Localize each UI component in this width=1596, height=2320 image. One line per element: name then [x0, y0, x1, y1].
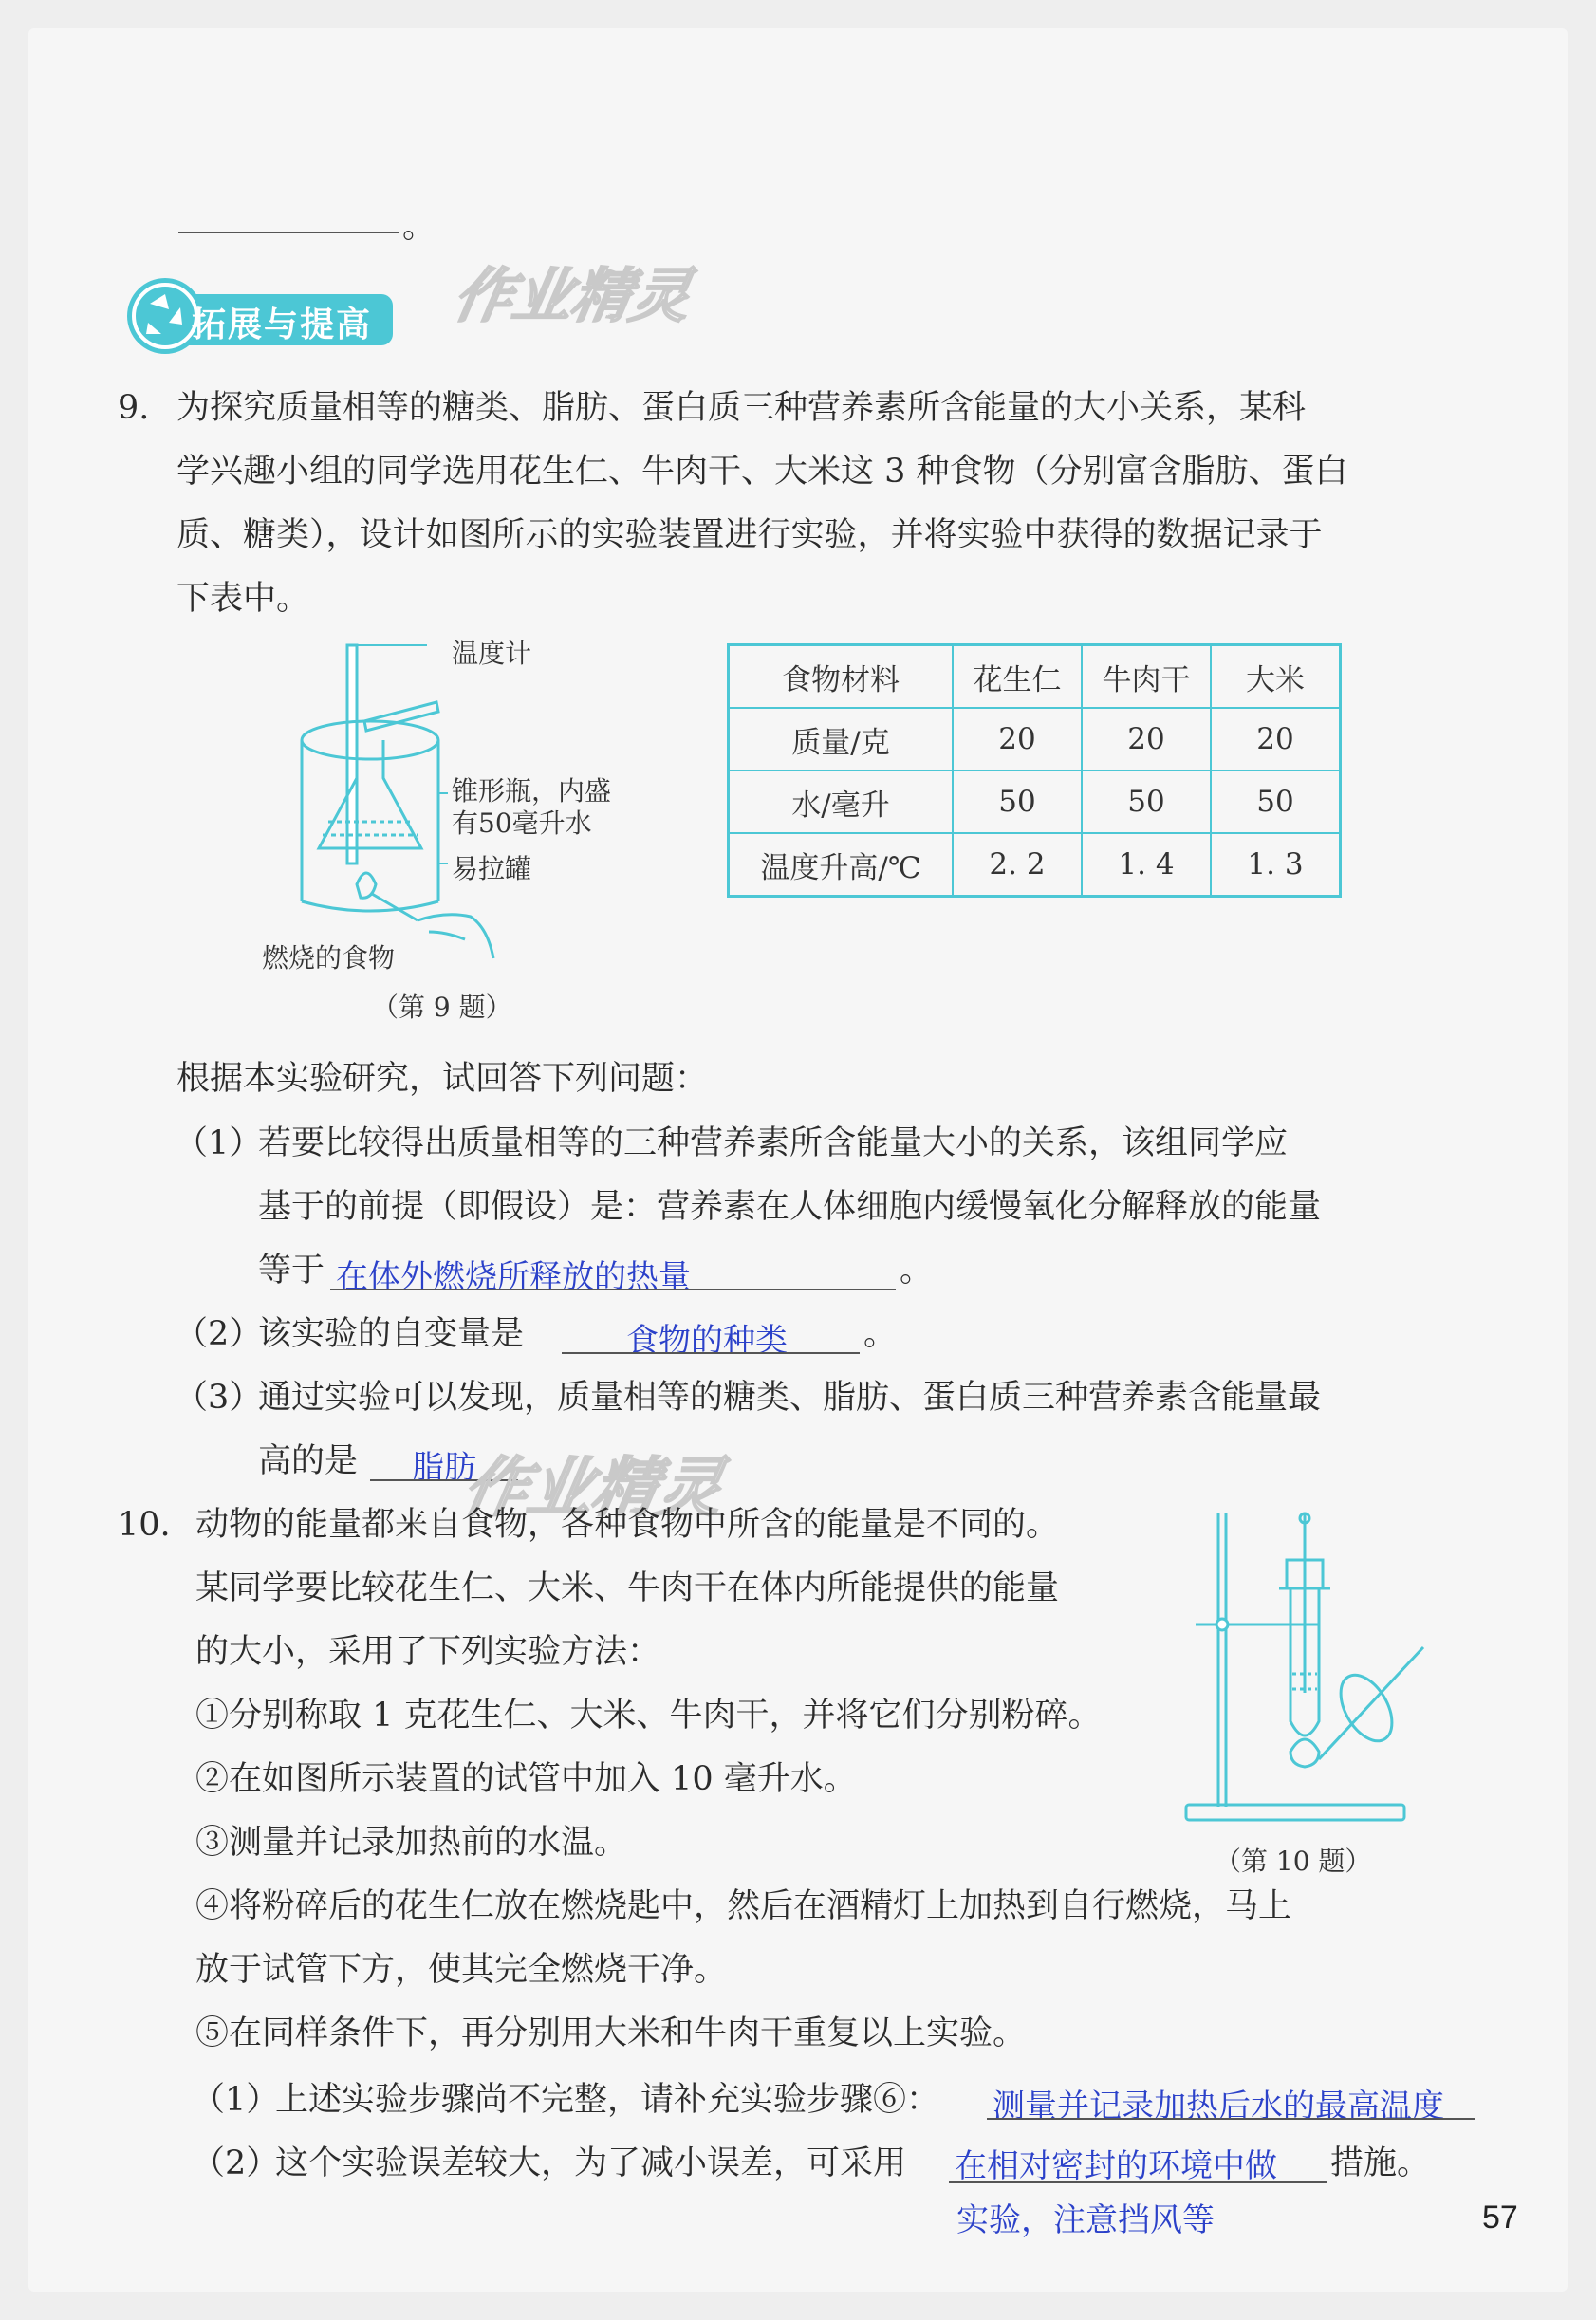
q10-apparatus-figure [1177, 1503, 1442, 1835]
q10-stem-line-1: 动物的能量都来自食物，各种食物中所含的能量是不同的。 [195, 1506, 1060, 1544]
section-header [123, 275, 408, 357]
q10-stem-line-3: 的大小，采用了下列实验方法： [195, 1633, 661, 1671]
q10-sub1-prefix: 上述实验步骤尚不完整，请补充实验步骤⑥： [275, 2081, 940, 2119]
q9-number: 9. [118, 389, 150, 427]
q10-sub1-answer: 测量并记录加热后水的最高温度 [993, 2088, 1444, 2125]
table-cell: 50 [1082, 770, 1211, 833]
q9-sub1-answer: 在体外燃烧所释放的热量 [336, 1258, 691, 1296]
q9-stem-line-4: 下表中。 [176, 580, 310, 618]
q10-number: 10. [118, 1506, 171, 1544]
q9-sub1-label: （1） [175, 1124, 263, 1162]
q10-sub2-label: （2） [192, 2144, 280, 2182]
table-header-cell: 大米 [1211, 645, 1341, 709]
q9-label-flask-1: 锥形瓶，内盛 [452, 775, 612, 807]
q9-sub2-prefix: 该实验的自变量是 [258, 1315, 525, 1353]
table-cell: 2. 2 [953, 833, 1082, 897]
q9-figure-caption: （第 9 题） [372, 992, 512, 1023]
table-header-cell: 牛肉干 [1082, 645, 1211, 709]
q9-data-table [727, 643, 1342, 898]
table-row [729, 833, 1341, 897]
table-cell: 20 [953, 708, 1082, 770]
table-cell: 50 [1211, 770, 1341, 833]
top-blank [178, 232, 399, 233]
q10-sub2-suffix: 措施。 [1330, 2144, 1431, 2182]
q9-sub2-label: （2） [175, 1315, 263, 1353]
table-cell: 1. 4 [1082, 833, 1211, 897]
q9-lead: 根据本实验研究，试回答下列问题： [176, 1060, 709, 1098]
q9-sub3-answer: 脂肪 [412, 1449, 476, 1487]
q10-sub1-label: （1） [192, 2081, 280, 2119]
top-blank-period: 。 [402, 208, 436, 246]
q9-label-flask-2: 有50毫升水 [452, 807, 592, 839]
q9-sub2-answer: 食物的种类 [626, 1322, 788, 1360]
table-row [729, 708, 1341, 770]
q9-label-can: 易拉罐 [452, 853, 532, 884]
q9-sub1-suffix: 。 [900, 1252, 934, 1290]
table-cell: 温度升高/℃ [729, 833, 954, 897]
watermark-2: 作业精灵 [456, 1451, 729, 1526]
page-number: 57 [1482, 2199, 1518, 2236]
table-cell: 50 [953, 770, 1082, 833]
table-header-cell: 花生仁 [953, 645, 1082, 709]
q9-sub2-blank [562, 1352, 860, 1354]
q10-sub2-blank [949, 2181, 1327, 2183]
q9-stem-line-1: 为探究质量相等的糖类、脂肪、蛋白质三种营养素所含能量的大小关系，某科 [176, 389, 1307, 427]
q10-step-3: ③测量并记录加热前的水温。 [195, 1824, 628, 1862]
q10-figure-caption: （第 10 题） [1215, 1846, 1372, 1877]
q9-sub1-line-2: 基于的前提（即假设）是：营养素在人体细胞内缓慢氧化分解释放的能量 [258, 1188, 1322, 1226]
q9-sub3-prefix: 高的是 [258, 1442, 359, 1480]
table-cell: 质量/克 [729, 708, 954, 770]
q9-sub3-label: （3） [175, 1379, 263, 1417]
table-cell: 水/毫升 [729, 770, 954, 833]
table-row [729, 645, 1341, 709]
q10-sub2-answer-line-2: 实验，注意挡风等 [956, 2201, 1215, 2239]
q10-sub2-prefix: 这个实验误差较大，为了减小误差，可采用 [275, 2144, 907, 2182]
table-cell: 20 [1211, 708, 1341, 770]
q9-sub3-line-1: 通过实验可以发现，质量相等的糖类、脂肪、蛋白质三种营养素含能量最 [258, 1379, 1322, 1417]
q10-step-4a: ④将粉碎后的花生仁放在燃烧匙中，然后在酒精灯上加热到自行燃烧，马上 [195, 1887, 1292, 1925]
q9-sub1-blank [330, 1289, 896, 1290]
watermark: 作业精灵 [448, 261, 696, 330]
q9-label-thermometer: 温度计 [452, 638, 532, 669]
q10-step-2: ②在如图所示装置的试管中加入 10 毫升水。 [195, 1760, 857, 1798]
q9-label-food: 燃烧的食物 [262, 942, 396, 974]
table-row [729, 770, 1341, 833]
q9-sub1-prefix: 等于 [258, 1252, 325, 1290]
q10-sub2-answer-line-1: 在相对密封的环境中做 [955, 2147, 1277, 2185]
q9-stem-line-2: 学兴趣小组的同学选用花生仁、牛肉干、大米这 3 种食物（分别富含脂肪、蛋白 [176, 453, 1348, 491]
table-cell: 20 [1082, 708, 1211, 770]
q10-step-1: ①分别称取 1 克花生仁、大米、牛肉干，并将它们分别粉碎。 [195, 1697, 1102, 1735]
q10-step-4b: 放于试管下方，使其完全燃烧干净。 [195, 1951, 728, 1989]
table-header-cell: 食物材料 [729, 645, 954, 709]
section-title: 拓展与提高 [192, 306, 373, 344]
table-cell: 1. 3 [1211, 833, 1341, 897]
q10-stem-line-2: 某同学要比较花生仁、大米、牛肉干在体内所能提供的能量 [195, 1569, 1060, 1607]
q9-sub2-suffix: 。 [863, 1315, 898, 1353]
q9-stem-line-3: 质、糖类），设计如图所示的实验装置进行实验，并将实验中获得的数据记录于 [176, 516, 1323, 554]
q10-step-5: ⑤在同样条件下，再分别用大米和牛肉干重复以上实验。 [195, 2014, 1027, 2052]
q10-sub1-blank [987, 2118, 1475, 2120]
q9-sub1-line-1: 若要比较得出质量相等的三种营养素所含能量大小的关系，该组同学应 [258, 1124, 1289, 1162]
